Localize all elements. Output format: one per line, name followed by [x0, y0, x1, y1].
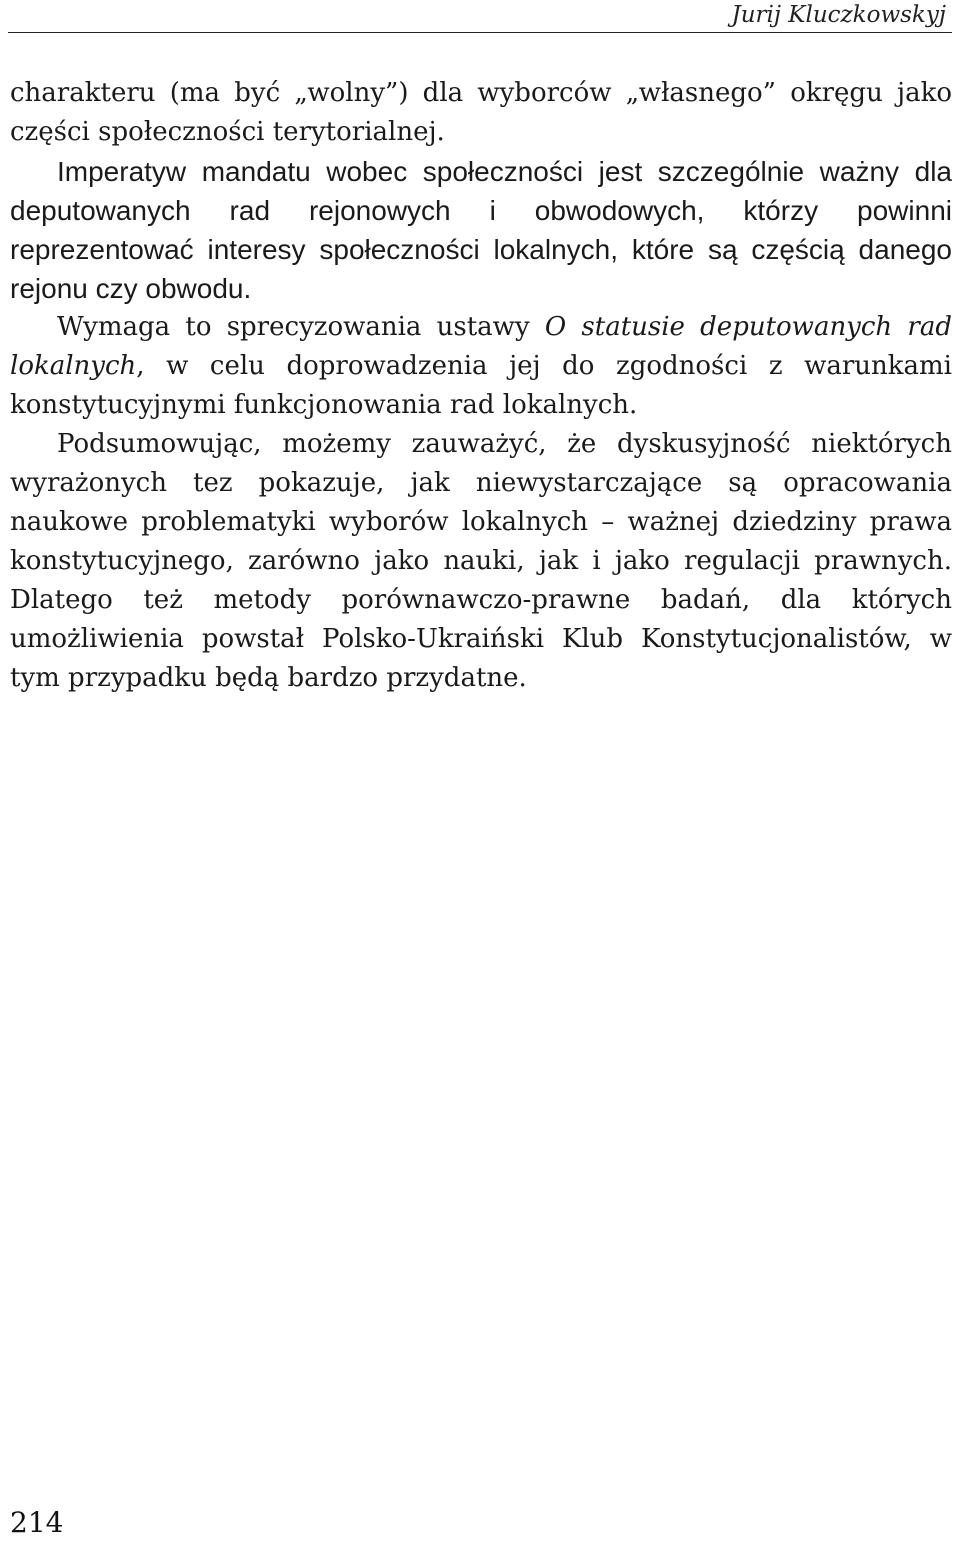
running-header-author: Jurij Kluczkowskyj [731, 2, 946, 28]
page-number: 214 [10, 1506, 64, 1539]
paragraph-summary: Podsumowując, możemy zauważyć, że dyskusyjność niektórych wyrażonych tez pokazuje, jak niewystarczające są opracowania naukowe problematyki wyborów lokalnych – ważnej dziedziny prawa konstytucyjnego, zarówno jako nauki, jak i jako regulacji prawnych. Dlatego też metody porównawczo-prawne badań, dla których umożliwienia powstał Polsko-Ukraiński Klub Konstytucjonalistów, w tym przypadku będą bardzo przydatne. [10, 429, 952, 693]
body-text [10, 74, 952, 698]
paragraph-statute-clarification [10, 308, 952, 425]
paragraph-statute-clarification-tail: , w celu doprowadzenia jej do zgodności z warunkami konstytucyjnymi funkcjonowania rad lokalnych. [10, 351, 952, 420]
paragraph-imperative-mandate: Imperatyw mandatu wobec społeczności jest szczególnie ważny dla deputowanych rad rejonowych i obwodowych, którzy powinni reprezentować interesy społeczności lokalnych, które są częścią danego rejonu czy obwodu. [10, 156, 952, 304]
paragraph-statute-clarification-lead: Wymaga to sprecyzowania ustawy [57, 312, 545, 342]
statute-title: O statusie deputowanych rad lokalnych [10, 312, 952, 381]
running-header [8, 0, 952, 33]
paragraph-continued: charakteru (ma być „wolny”) dla wyborców „własnego” okręgu jako części społeczności terytorialnej. [10, 78, 952, 147]
